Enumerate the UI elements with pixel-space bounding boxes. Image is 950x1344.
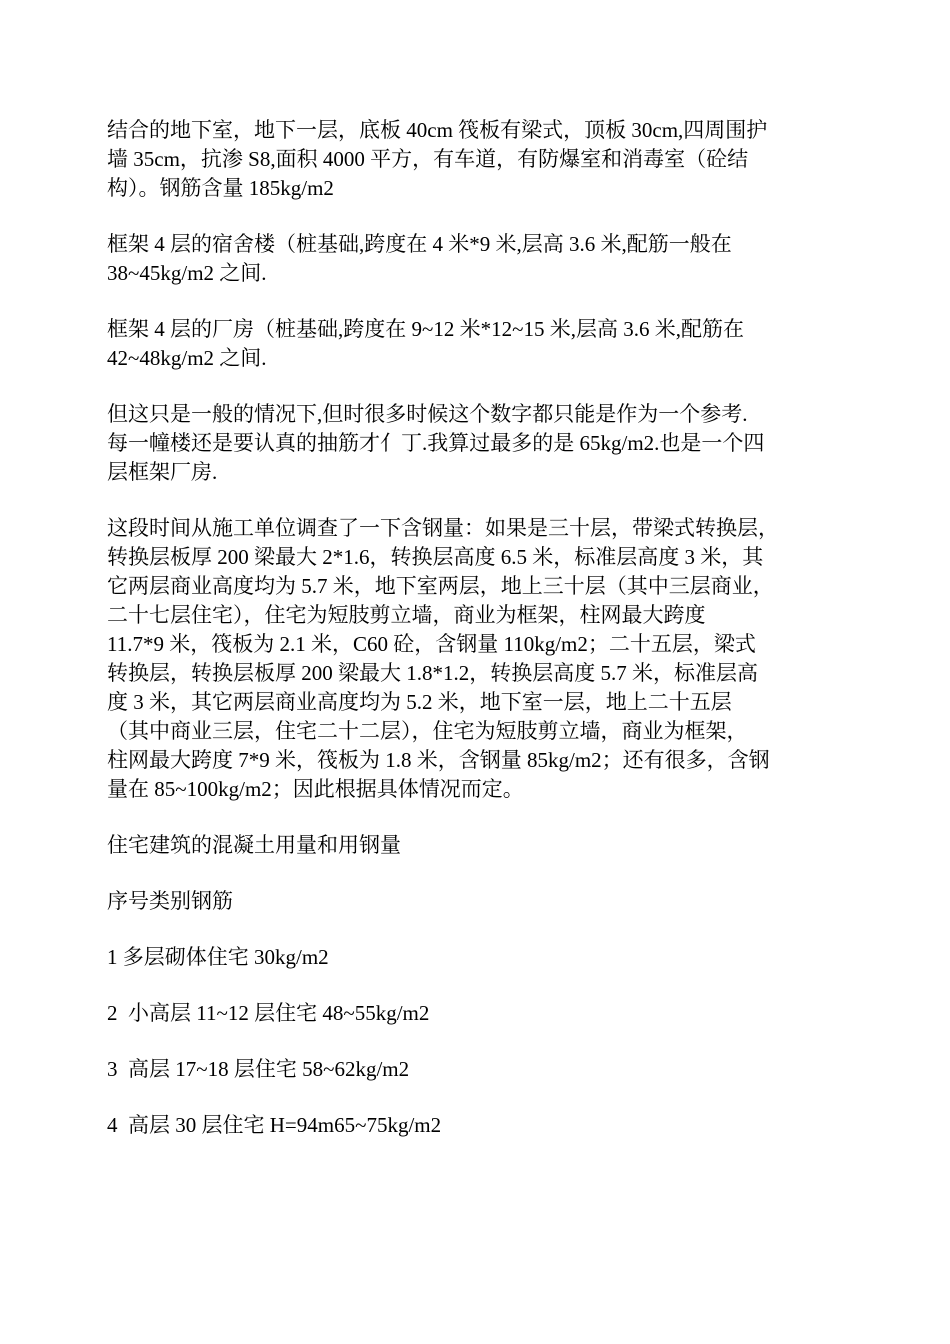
text-line: 度 3 米，其它两层商业高度均为 5.2 米，地下室一层，地上二十五层 [107, 690, 732, 714]
text-line: 墙 35cm，抗渗 S8,面积 4000 平方，有车道，有防爆室和消毒室（砼结 [107, 147, 749, 171]
section-title: 住宅建筑的混凝土用量和用钢量 [107, 833, 401, 857]
text-line: 转换层板厚 200 梁最大 2*1.6，转换层高度 6.5 米，标准层高度 3 米，其 [107, 545, 764, 569]
text-line: 转换层，转换层板厚 200 梁最大 1.8*1.2，转换层高度 5.7 米，标准层高 [107, 661, 758, 685]
text-line: （其中商业三层，住宅二十二层），住宅为短肢剪立墙，商业为框架， [107, 719, 748, 743]
text-line: 11.7*9 米，筏板为 2.1 米，C60 砼，含钢量 110kg/m2；二十五层，梁式 [107, 632, 756, 656]
text-line: 但这只是一般的情况下,但时很多时候这个数字都只能是作为一个参考. [107, 402, 748, 426]
text-line: 二十七层住宅），住宅为短肢剪立墙，商业为框架，柱网最大跨度 [107, 603, 706, 627]
text-line: 框架 4 层的宿舍楼（桩基础,跨度在 4 米*9 米,层高 3.6 米,配筋一般在 [107, 232, 732, 256]
paragraph-reference-note [107, 400, 852, 487]
text-line: 每一幢楼还是要认真的抽筋才亻丁.我算过最多的是 65kg/m2.也是一个四 [107, 431, 765, 455]
text-line: 构）。钢筋含量 185kg/m2 [107, 176, 334, 200]
text-line: 38~45kg/m2 之间. [107, 261, 267, 285]
list-item: 3 高层 17~18 层住宅 58~62kg/m2 [107, 1057, 410, 1081]
paragraph-dormitory [107, 230, 852, 288]
text-line: 层框架厂房. [107, 460, 218, 484]
paragraph-survey [107, 514, 852, 804]
paragraph-basement [107, 116, 852, 203]
table-header: 序号类别钢筋 [107, 889, 233, 913]
text-line: 它两层商业高度均为 5.7 米，地下室两层，地上三十层（其中三层商业， [107, 574, 774, 598]
text-line: 柱网最大跨度 7*9 米，筏板为 1.8 米，含钢量 85kg/m2；还有很多，含钢 [107, 748, 770, 772]
list-item: 2 小高层 11~12 层住宅 48~55kg/m2 [107, 1001, 430, 1025]
text-line: 这段时间从施工单位调查了一下含钢量：如果是三十层，带梁式转换层， [107, 516, 779, 540]
list-item: 1 多层砌体住宅 30kg/m2 [107, 945, 329, 969]
text-line: 结合的地下室，地下一层，底板 40cm 筏板有梁式，顶板 30cm,四周围护 [107, 118, 768, 142]
text-line: 框架 4 层的厂房（桩基础,跨度在 9~12 米*12~15 米,层高 3.6 米,配筋在 [107, 317, 744, 341]
document-body [107, 116, 852, 1167]
list-item: 4 高层 30 层住宅 H=94m65~75kg/m2 [107, 1113, 442, 1137]
text-line: 量在 85~100kg/m2；因此根据具体情况而定。 [107, 777, 524, 801]
paragraph-factory [107, 315, 852, 373]
text-line: 42~48kg/m2 之间. [107, 346, 267, 370]
